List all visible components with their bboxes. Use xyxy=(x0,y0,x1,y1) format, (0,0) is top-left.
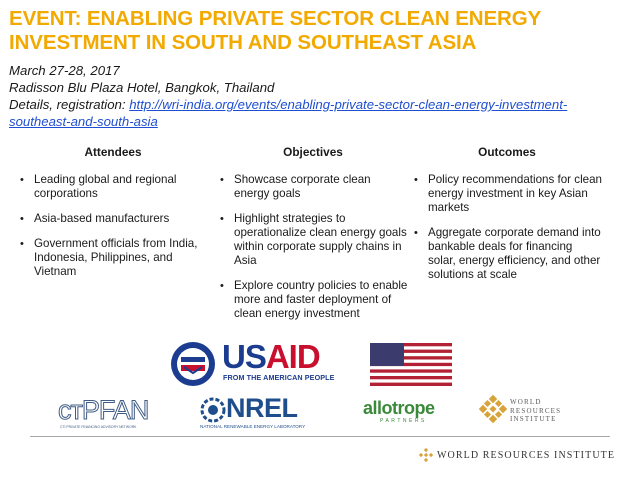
usaid-logo: USAID xyxy=(222,338,320,375)
attendees-heading: Attendees xyxy=(84,145,142,159)
list-item: • Leading global and regional corporations xyxy=(18,173,208,201)
list-item: • Policy recommendations for clean energy investment in key Asian markets xyxy=(412,173,602,215)
wri-logo-text: WORLD RESOURCES INSTITUTE xyxy=(510,398,562,423)
nrel-logo-icon xyxy=(200,397,226,423)
list-item: • Aggregate corporate demand into bankable deals for financing solar, energy efficiency, and other solutions at scale xyxy=(412,226,602,282)
title-line-2: INVESTMENT IN SOUTH AND SOUTHEAST ASIA xyxy=(9,31,477,54)
title-line-1: EVENT: ENABLING PRIVATE SECTOR CLEAN ENERGY xyxy=(9,7,542,30)
attendees-column xyxy=(18,145,208,290)
outcomes-column xyxy=(412,145,602,293)
list-item: • Highlight strategies to operationalize clean energy goals within corporate supply chains in Asia xyxy=(218,212,408,268)
event-venue: Radisson Blu Plaza Hotel, Bangkok, Thailand xyxy=(9,80,275,95)
allotrope-caption: PARTNERS xyxy=(380,418,427,424)
objectives-column xyxy=(218,145,408,332)
footer-wri-icon xyxy=(419,448,433,462)
event-date: March 27-28, 2017 xyxy=(9,63,120,78)
list-item: • Showcase corporate clean energy goals xyxy=(218,173,408,201)
nrel-caption: NATIONAL RENEWABLE ENERGY LABORATORY xyxy=(200,424,306,429)
list-item: • Government officials from India, Indonesia, Philippines, and Vietnam xyxy=(18,237,208,279)
registration-link[interactable]: http://wri-india.org/events/enabling-private-sector-clean-energy-investment- xyxy=(129,97,568,112)
list-item: • Asia-based manufacturers xyxy=(18,212,208,226)
wri-logo-icon xyxy=(478,394,508,424)
cti-pfan-logo-icon xyxy=(58,394,158,428)
details-label: Details, registration: xyxy=(9,97,130,112)
event-registration xyxy=(9,96,631,113)
registration-link-continued[interactable]: southeast-and-south-asia xyxy=(9,114,158,129)
svg-text:ᴄᴛPFAN: ᴄᴛPFAN xyxy=(58,395,149,425)
event-details xyxy=(9,62,631,130)
outcomes-heading: Outcomes xyxy=(478,145,536,159)
page-title xyxy=(9,7,631,55)
objectives-heading: Objectives xyxy=(283,145,343,159)
cti-pfan-caption: CTI PRIVATE FINANCING ADVISORY NETWORK xyxy=(60,425,137,429)
allotrope-logo: allotrope xyxy=(363,398,435,418)
usaid-seal-icon xyxy=(170,341,216,387)
us-flag-icon xyxy=(370,343,452,386)
footer-divider xyxy=(30,436,610,437)
footer-org-name: WORLD RESOURCES INSTITUTE xyxy=(437,450,616,461)
nrel-logo: NREL xyxy=(226,393,298,423)
list-item: • Explore country policies to enable more and faster deployment of clean energy investment xyxy=(218,279,408,321)
usaid-tagline: FROM THE AMERICAN PEOPLE xyxy=(223,373,335,382)
